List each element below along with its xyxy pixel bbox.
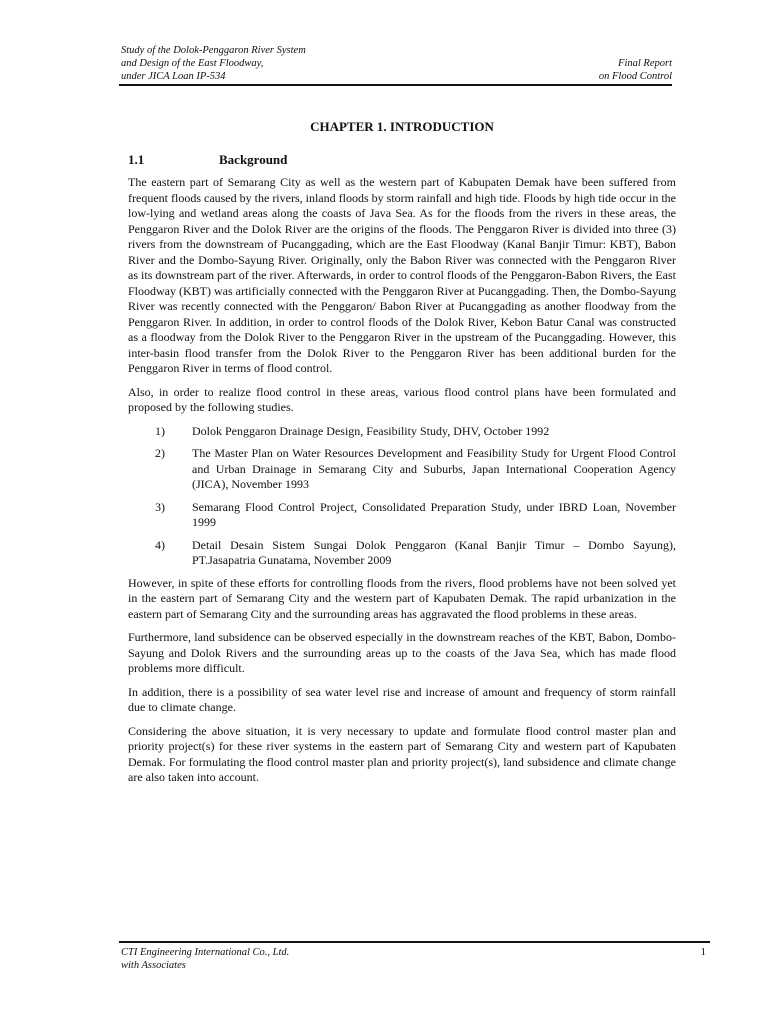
paragraph: Also, in order to realize flood control in these areas, various flood control plans have been formulated and proposed by the following studies. (128, 384, 676, 414)
header-divider (119, 84, 672, 86)
header-line: on Flood Control (598, 71, 672, 82)
body-text (128, 175, 676, 794)
list-item (128, 424, 676, 440)
running-header-left (121, 44, 306, 83)
list-item-number: 2) (155, 446, 165, 460)
running-header-right (599, 57, 672, 83)
footer-line: CTI Engineering International Co., Ltd. (121, 947, 290, 958)
list-item (128, 538, 676, 569)
section-number: 1.1 (128, 152, 145, 167)
paragraph: The eastern part of Semarang City as well as the western part of Kabupaten Demak have been suffered from frequent floods caused by the rivers, inland floods by storm rainfall and high tide. Floods by high tide occur in the low-lying and wetland areas along the coasts of Java Sea. As for the floods from the rivers in these areas, the Penggaron River and the Dolok River are the origins of the floods. The Penggaron River is divided into three (3) rivers from the downstream of Pucanggading, which are the East Floodway (Kanal Banjir Timur: KBT), Babon River and the Dombo-Sayung River. Originally, only the Babon River was connected with the Penggaron River as its downstream part of the river. Afterwards, in order to control floods of the Penggaron-Babon Rivers, the East Floodway (KBT) was artificially connected with the Penggaron River at Pucanggading. Then, the Dombo-Sayung River was recently connected with the Penggaron/ Babon River at Pucanggading as another floodway from the Penggaron River. In addition, in order to control floods of the Dolok River, Kebon Batur Canal was constructed as a floodway from the Dolok River to the Penggaron River in the upstream of the Pucanggading. However, this inter-basin flood transfer from the Dolok River to the Penggaron River has been additional burden for the Penggaron River in terms of flood control. (128, 175, 676, 375)
section-title: Background (219, 152, 288, 167)
list-item-text: Semarang Flood Control Project, Consolidated Preparation Study, under IBRD Loan, November 1999 (192, 499, 676, 529)
list-item-text: Dolok Penggaron Drainage Design, Feasibility Study, DHV, October 1992 (192, 423, 550, 438)
paragraph: Furthermore, land subsidence can be observed especially in the downstream reaches of the KBT, Babon, Dombo-Sayung and Dolok Rivers and the surrounding areas up to the coasts of the Java Sea, which has made flood problems more difficult. (128, 630, 676, 675)
header-line: Study of the Dolok-Penggaron River System (121, 45, 306, 56)
studies-list (128, 424, 676, 569)
header-line: Final Report (618, 58, 672, 69)
footer-divider (119, 941, 710, 943)
footer-line: with Associates (121, 960, 186, 971)
list-item (128, 446, 676, 493)
list-item-text: Detail Desain Sistem Sungai Dolok Penggaron (Kanal Banjir Timur – Dombo Sayung), PT.Jasapatria Gunatama, November 2009 (192, 537, 676, 567)
list-item-number: 3) (155, 499, 165, 514)
chapter-title: CHAPTER 1. INTRODUCTION (310, 119, 494, 134)
list-item (128, 500, 676, 531)
header-line: and Design of the East Floodway, (121, 58, 264, 69)
page-number: 1 (700, 946, 706, 958)
section-heading (128, 152, 287, 168)
paragraph: In addition, there is a possibility of sea water level rise and increase of amount and frequency of storm rainfall due to climate change. (128, 684, 676, 714)
list-item-text: The Master Plan on Water Resources Development and Feasibility Study for Urgent Flood Control and Urban Drainage in Semarang City and Suburbs, Japan International Cooperation Agency (JICA), November 1993 (192, 446, 676, 491)
paragraph: However, in spite of these efforts for controlling floods from the rivers, flood problems have not been solved yet in the eastern part of Semarang City and the western part of Kapubaten Demak. The rapid urbanization in the eastern part of Semarang City and the surrounding areas has aggravated the flood problems in these areas. (128, 575, 676, 621)
list-item-number: 1) (155, 423, 165, 438)
header-line: under JICA Loan IP-534 (121, 71, 226, 82)
paragraph: Considering the above situation, it is very necessary to update and formulate flood control master plan and priority project(s) for these river systems in the eastern part of Semarang City and western part of Kapubaten Demak. For formulating the flood control master plan and priority project(s), land subsidence and climate change are also taken into account. (128, 723, 676, 784)
running-footer-left (121, 946, 289, 972)
list-item-number: 4) (155, 537, 165, 552)
